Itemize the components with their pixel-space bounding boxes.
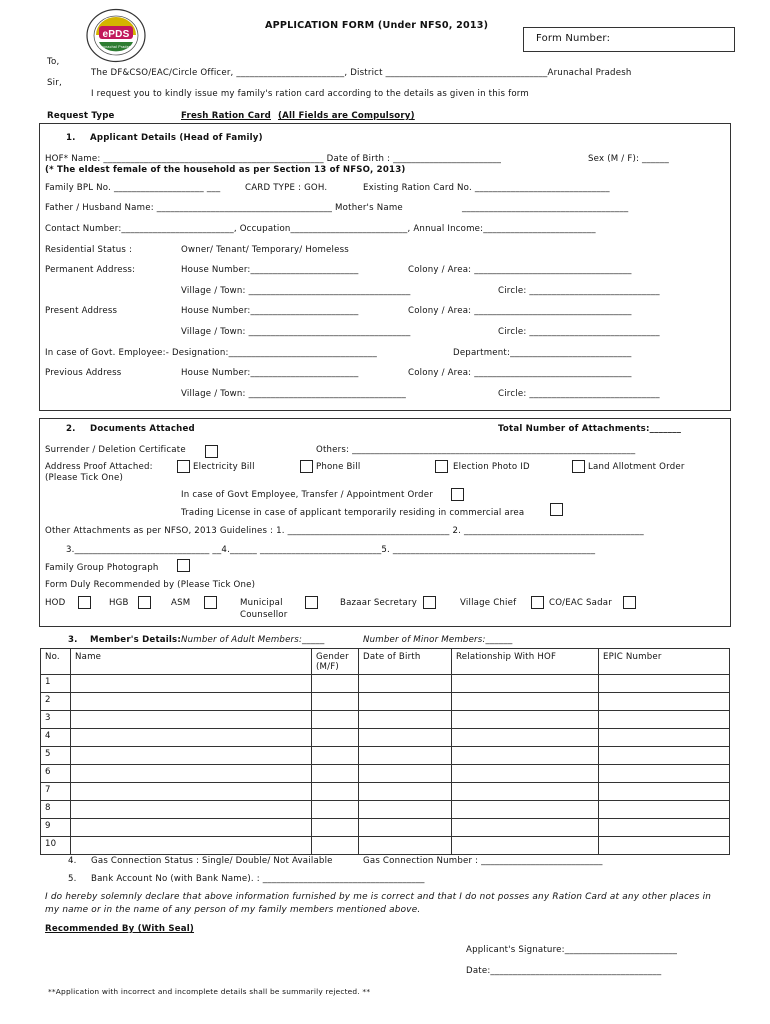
svg-text:Arunachal Pradesh: Arunachal Pradesh bbox=[99, 45, 133, 49]
request-type-value: Fresh Ration Card bbox=[181, 111, 271, 121]
table-row[interactable]: 4 bbox=[41, 729, 730, 747]
table-row[interactable]: 2 bbox=[41, 693, 730, 711]
sex-field[interactable]: Sex (M / F): ______ bbox=[588, 154, 670, 164]
total-attachments[interactable]: Total Number of Attachments:_______ bbox=[498, 424, 682, 434]
to-label: To, bbox=[47, 57, 60, 67]
land-allotment-checkbox[interactable] bbox=[572, 460, 585, 473]
municipal-label: Municipal bbox=[240, 598, 283, 608]
hod-checkbox[interactable] bbox=[78, 596, 91, 609]
present-address-label: Present Address bbox=[45, 306, 118, 316]
other-attachments-line-2[interactable]: 3.______________________________ __4.______ ___________________________5. _____________________________________________ bbox=[66, 545, 596, 555]
prev-circle-field[interactable]: Circle: _____________________________ bbox=[498, 389, 660, 399]
family-photo-checkbox[interactable] bbox=[177, 559, 190, 572]
village-chief-label: Village Chief bbox=[460, 598, 517, 608]
perm-colony-field[interactable]: Colony / Area: ___________________________________ bbox=[408, 265, 632, 275]
minor-members-field[interactable]: Number of Minor Members:______ bbox=[363, 635, 513, 645]
eldest-note: (* The eldest female of the household as per Section 13 of NFSO, 2013) bbox=[45, 165, 406, 175]
electricity-bill-checkbox[interactable] bbox=[177, 460, 190, 473]
recommended-by: Recommended By (With Seal) bbox=[45, 924, 195, 934]
contact-line[interactable]: Contact Number:_________________________, Occupation__________________________, Annual Income:_________________________ bbox=[45, 224, 596, 234]
bazaar-label: Bazaar Secretary bbox=[340, 598, 418, 608]
col-no: No. bbox=[41, 649, 71, 675]
other-attachments-line[interactable]: Other Attachments as per NFSO, 2013 Guidelines : 1. ____________________________________ 2. ________________________________________ bbox=[45, 526, 644, 536]
s5-number: 5. bbox=[68, 874, 77, 884]
sir-label: Sir, bbox=[47, 78, 62, 88]
s2-heading: Documents Attached bbox=[90, 424, 195, 434]
village-chief-checkbox[interactable] bbox=[531, 596, 544, 609]
epds-logo bbox=[85, 8, 147, 63]
request-text: I request you to kindly issue my family's ration card according to the details as given in this form bbox=[91, 89, 529, 99]
table-row[interactable]: 3 bbox=[41, 711, 730, 729]
asm-checkbox[interactable] bbox=[204, 596, 217, 609]
others-field[interactable]: Others: _______________________________________________________________ bbox=[316, 445, 636, 455]
surrender-checkbox[interactable] bbox=[205, 445, 218, 458]
trading-license-label: Trading License in case of applicant temporarily residing in commercial area bbox=[181, 508, 525, 518]
phone-bill-label: Phone Bill bbox=[316, 462, 361, 472]
department-field[interactable]: Department:___________________________ bbox=[453, 348, 632, 358]
table-row[interactable]: 9 bbox=[41, 819, 730, 837]
electricity-bill-label: Electricity Bill bbox=[193, 462, 255, 472]
s3-heading: Member's Details: bbox=[90, 635, 182, 645]
municipal-checkbox[interactable] bbox=[305, 596, 318, 609]
table-row[interactable]: 5 bbox=[41, 747, 730, 765]
prev-house-field[interactable]: House Number:________________________ bbox=[181, 368, 359, 378]
col-gender: Gender (M/F) bbox=[312, 649, 359, 675]
officer-line[interactable]: The DF&CSO/EAC/Circle Officer, ________________________, District ____________________________________Arunachal Pradesh bbox=[91, 68, 632, 78]
table-row[interactable]: 1 bbox=[41, 675, 730, 693]
present-circle-field[interactable]: Circle: _____________________________ bbox=[498, 327, 660, 337]
previous-address-label: Previous Address bbox=[45, 368, 122, 378]
bpl-field[interactable]: Family BPL No. ____________________ ___ bbox=[45, 183, 221, 193]
present-village-field[interactable]: Village / Town: ____________________________________ bbox=[181, 327, 411, 337]
gas-number-field[interactable]: Gas Connection Number : ___________________________ bbox=[363, 856, 603, 866]
logo-text: ePDS bbox=[102, 29, 130, 40]
compulsory-note: (All Fields are Compulsory) bbox=[278, 111, 415, 121]
prev-village-field[interactable]: Village / Town: ___________________________________ bbox=[181, 389, 406, 399]
table-row[interactable]: 7 bbox=[41, 783, 730, 801]
perm-address-label: Permanent Address: bbox=[45, 265, 136, 275]
perm-house-field[interactable]: House Number:________________________ bbox=[181, 265, 359, 275]
col-dob: Date of Birth bbox=[359, 649, 452, 675]
table-row[interactable]: 8 bbox=[41, 801, 730, 819]
res-status-options[interactable]: Owner/ Tenant/ Temporary/ Homeless bbox=[181, 245, 349, 255]
govt-designation-field[interactable]: In case of Govt. Employee:- Designation:_________________________________ bbox=[45, 348, 378, 358]
election-id-checkbox[interactable] bbox=[435, 460, 448, 473]
col-epic: EPIC Number bbox=[599, 649, 730, 675]
col-name: Name bbox=[71, 649, 312, 675]
res-status-label: Residential Status : bbox=[45, 245, 133, 255]
recommended-label: Form Duly Recommended by (Please Tick One) bbox=[45, 580, 256, 590]
s2-number: 2. bbox=[66, 424, 76, 434]
members-table bbox=[40, 648, 730, 855]
family-photo-label: Family Group Photograph bbox=[45, 563, 159, 573]
mother-name-field[interactable]: _____________________________________ bbox=[462, 203, 629, 213]
table-row[interactable]: 6 bbox=[41, 765, 730, 783]
trading-license-checkbox[interactable] bbox=[550, 503, 563, 516]
hgb-checkbox[interactable] bbox=[138, 596, 151, 609]
existing-card-field[interactable]: Existing Ration Card No. ______________________________ bbox=[363, 183, 610, 193]
footnote: **Application with incorrect and incomplete details shall be summarily rejected. ** bbox=[48, 987, 371, 996]
asm-label: ASM bbox=[171, 598, 191, 608]
members-table-header bbox=[41, 649, 730, 675]
s1-heading: Applicant Details (Head of Family) bbox=[90, 133, 263, 143]
perm-circle-field[interactable]: Circle: _____________________________ bbox=[498, 286, 660, 296]
signature-field[interactable]: Applicant's Signature:_________________________ bbox=[466, 945, 678, 955]
bank-account-field[interactable]: Bank Account No (with Bank Name). : ____________________________________ bbox=[91, 874, 425, 884]
form-number-box[interactable] bbox=[523, 27, 735, 52]
present-colony-field[interactable]: Colony / Area: ___________________________________ bbox=[408, 306, 632, 316]
hof-name-field[interactable]: HOF* Name: _________________________________________________ Date of Birth : ________________________ bbox=[45, 154, 502, 164]
phone-bill-checkbox[interactable] bbox=[300, 460, 313, 473]
gas-status-field[interactable]: Gas Connection Status : Single/ Double/ Not Available bbox=[91, 856, 333, 866]
form-number-label: Form Number: bbox=[536, 33, 611, 44]
s3-number: 3. bbox=[68, 635, 78, 645]
adult-members-field[interactable]: Number of Adult Members:_____ bbox=[181, 635, 325, 645]
hgb-label: HGB bbox=[109, 598, 129, 608]
address-proof-label: Address Proof Attached: bbox=[45, 462, 153, 472]
co-eac-checkbox[interactable] bbox=[623, 596, 636, 609]
election-id-label: Election Photo ID bbox=[453, 462, 530, 472]
co-eac-label: CO/EAC Sadar bbox=[549, 598, 612, 608]
present-house-field[interactable]: House Number:________________________ bbox=[181, 306, 359, 316]
request-type-label: Request Type bbox=[47, 111, 115, 121]
card-type: CARD TYPE : GOH. bbox=[245, 183, 328, 193]
s4-number: 4. bbox=[68, 856, 77, 866]
please-tick-one: (Please Tick One) bbox=[45, 473, 124, 483]
prev-colony-field[interactable]: Colony / Area: ___________________________________ bbox=[408, 368, 632, 378]
govt-transfer-label: In case of Govt Employee, Transfer / Appointment Order bbox=[181, 490, 433, 500]
perm-village-field[interactable]: Village / Town: ____________________________________ bbox=[181, 286, 411, 296]
father-name-field[interactable]: Father / Husband Name: _______________________________________ Mother's Name bbox=[45, 203, 403, 213]
declaration-text: I do hereby solemnly declare that above information furnished by me is correct and that I do not posses any Ration Card at any other places in my name or in the name of any person of my family members mentioned above. bbox=[45, 892, 712, 915]
hod-label: HOD bbox=[45, 598, 66, 608]
col-relationship: Relationship With HOF bbox=[452, 649, 599, 675]
form-title: APPLICATION FORM (Under NFS0, 2013) bbox=[265, 20, 489, 31]
s1-number: 1. bbox=[66, 133, 76, 143]
govt-transfer-checkbox[interactable] bbox=[451, 488, 464, 501]
surrender-label: Surrender / Deletion Certificate bbox=[45, 445, 186, 455]
table-row[interactable]: 10 bbox=[41, 837, 730, 855]
bazaar-checkbox[interactable] bbox=[423, 596, 436, 609]
land-allotment-label: Land Allotment Order bbox=[588, 462, 685, 472]
counsellor-label: Counsellor bbox=[240, 610, 288, 620]
date-field[interactable]: Date:______________________________________ bbox=[466, 966, 662, 976]
